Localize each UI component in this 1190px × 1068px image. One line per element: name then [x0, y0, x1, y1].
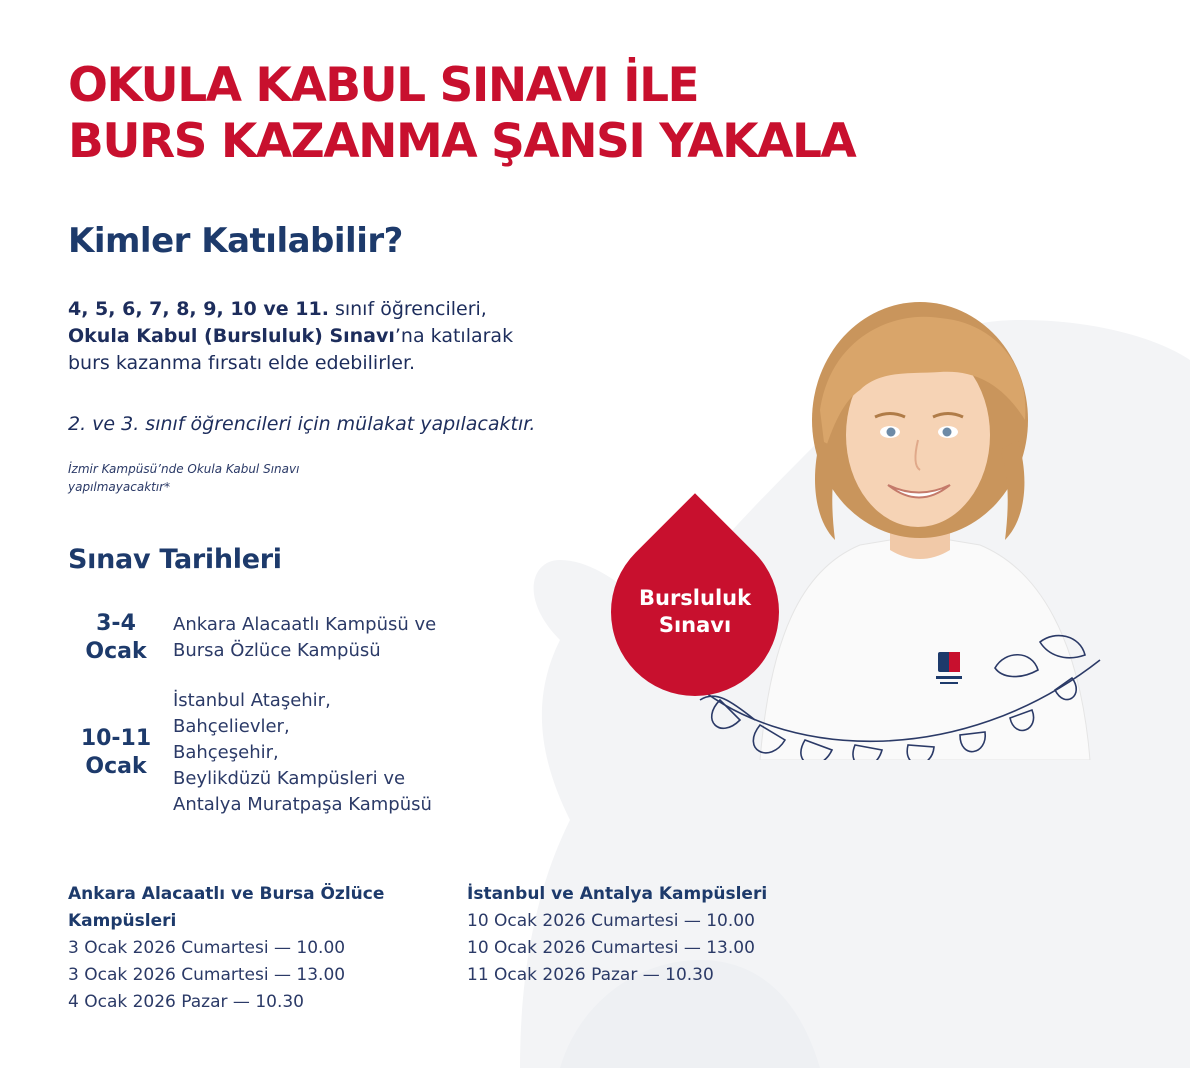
schedule-ankara-bursa: [68, 881, 384, 1016]
campus-item: Ankara Alacaatlı Kampüsü ve: [173, 614, 437, 635]
page-title: [68, 58, 855, 170]
campus-item: Beylikdüzü Kampüsleri ve: [173, 768, 406, 789]
izmir-footnote: [68, 460, 388, 496]
exam-dates-heading: Sınav Tarihleri: [68, 544, 282, 575]
date-month: Ocak: [85, 639, 147, 664]
eligibility-text: [68, 296, 688, 377]
session-item: 11 Ocak 2026 Pazar — 10.30: [467, 965, 714, 985]
session-item: 4 Ocak 2026 Pazar — 10.30: [68, 992, 304, 1012]
schedule-heading: İstanbul ve Antalya Kampüsleri: [467, 884, 768, 904]
grades-bold: 4, 5, 6, 7, 8, 9, 10 ve 11.: [68, 298, 329, 320]
schedule-heading: Ankara Alacaatlı ve Bursa Özlüce: [68, 884, 385, 904]
footnote-line-2: yapılmayacaktır*: [68, 480, 171, 494]
exam-name-text: ’na katılarak: [394, 325, 514, 347]
campus-list: [173, 688, 432, 818]
title-line-1: OKULA KABUL SINAVI İLE: [68, 58, 699, 113]
badge-line-1: Bursluluk: [638, 585, 752, 610]
date-block-2: [68, 688, 508, 818]
eligibility-heading: Kimler Katılabilir?: [68, 221, 403, 261]
date-days: 3-4: [96, 611, 136, 636]
date-month: Ocak: [85, 754, 147, 779]
grades-text: sınıf öğrencileri,: [328, 298, 487, 320]
footnote-line-1: İzmir Kampüsü’nde Okula Kabul Sınavı: [68, 462, 300, 476]
session-item: 10 Ocak 2026 Cumartesi — 10.00: [467, 911, 755, 931]
student-photo: [660, 300, 1190, 760]
campus-item: Antalya Muratpaşa Kampüsü: [173, 794, 432, 815]
date-days: 10-11: [80, 726, 152, 751]
eligibility-line-3: burs kazanma fırsatı elde edebilirler.: [68, 352, 416, 374]
schedule-istanbul-antalya: [467, 881, 767, 989]
campus-item: İstanbul Ataşehir,: [173, 690, 331, 711]
campus-list: [173, 612, 436, 664]
title-line-2: BURS KAZANMA ŞANSI YAKALA: [68, 114, 856, 169]
badge-line-2: Sınavı: [658, 612, 732, 637]
campus-item: Bursa Özlüce Kampüsü: [173, 640, 381, 661]
exam-name-bold: Okula Kabul (Bursluluk) Sınavı: [68, 325, 395, 347]
interview-note: 2. ve 3. sınıf öğrencileri için mülakat yapılacaktır.: [68, 413, 536, 435]
campus-item: Bahçeşehir,: [173, 742, 279, 763]
session-item: 10 Ocak 2026 Cumartesi — 13.00: [467, 938, 755, 958]
campus-item: Bahçelievler,: [173, 716, 290, 737]
date-label: [68, 725, 164, 781]
session-item: 3 Ocak 2026 Cumartesi — 10.00: [68, 938, 346, 958]
session-item: 3 Ocak 2026 Cumartesi — 13.00: [68, 965, 346, 985]
date-block-1: [68, 610, 508, 666]
schedule-heading: Kampüsleri: [68, 911, 177, 931]
date-label: [68, 610, 164, 666]
